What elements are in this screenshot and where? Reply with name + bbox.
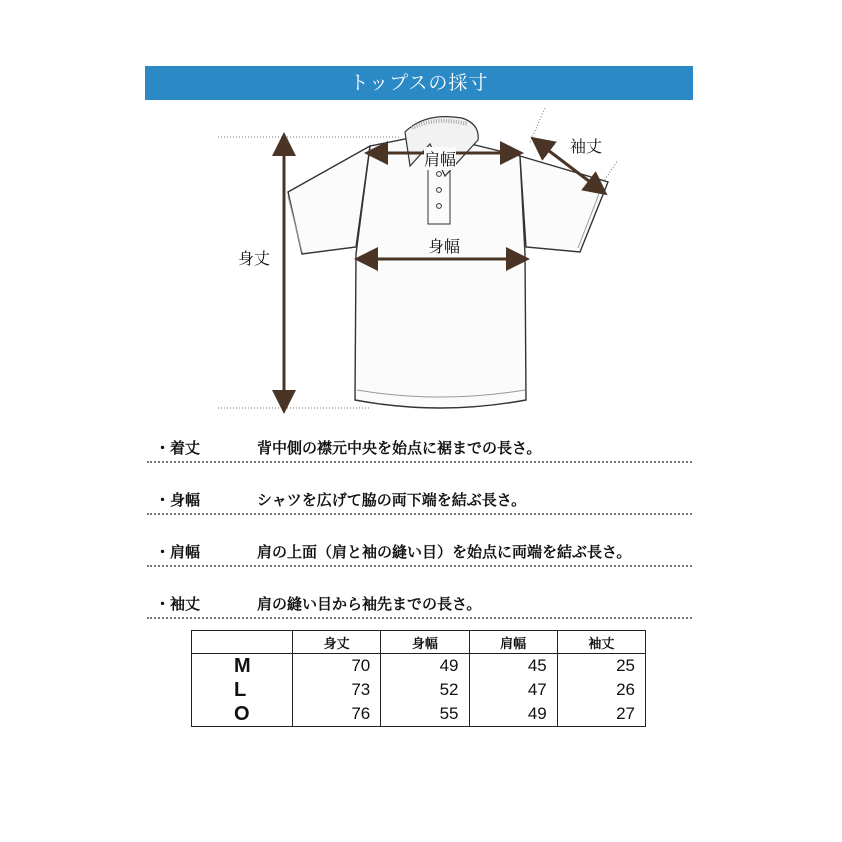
definition-text: 肩の上面（肩と袖の縫い目）を始点に両端を結ぶ長さ。	[257, 543, 632, 561]
left-sleeve	[288, 146, 370, 254]
definition-length	[147, 433, 692, 463]
dotted-divider	[147, 513, 692, 515]
dotted-divider	[147, 565, 692, 567]
definition-chest	[147, 485, 692, 515]
table-header-cell: 身丈	[293, 631, 381, 654]
dotted-divider	[147, 461, 692, 463]
table-cell: 26	[557, 678, 645, 702]
shirt-body	[355, 134, 526, 408]
table-cell: 55	[381, 702, 469, 727]
table-cell: 70	[293, 654, 381, 679]
definition-text: シャツを広げて脇の両下端を結ぶ長さ。	[257, 491, 527, 509]
chest-label: 身幅	[428, 237, 461, 256]
definition-term: ・身幅	[155, 491, 201, 509]
definition-term: ・袖丈	[155, 595, 201, 613]
size-name: L	[192, 678, 293, 702]
definition-term: ・着丈	[155, 439, 201, 457]
table-cell: 52	[381, 678, 469, 702]
definition-shoulder	[147, 537, 692, 567]
table-cell: 49	[469, 702, 557, 727]
definition-term: ・肩幅	[155, 543, 201, 561]
table-header-cell	[192, 631, 293, 654]
table-cell: 49	[381, 654, 469, 679]
size-name: O	[192, 702, 293, 727]
page-title-banner	[145, 66, 693, 100]
size-table	[191, 630, 646, 727]
page-title: トップスの採寸	[349, 72, 489, 94]
length-label: 身丈	[238, 249, 271, 268]
table-cell: 45	[469, 654, 557, 679]
table-header-row	[192, 631, 646, 654]
dotted-divider	[147, 617, 692, 619]
definition-text: 背中側の襟元中央を始点に裾までの長さ。	[257, 439, 542, 457]
size-name: M	[192, 654, 293, 679]
polo-shirt-diagram	[200, 104, 640, 422]
table-cell: 47	[469, 678, 557, 702]
shoulder-label: 肩幅	[424, 147, 456, 170]
table-cell: 27	[557, 702, 645, 727]
table-row	[192, 678, 646, 702]
definition-sleeve	[147, 589, 692, 619]
table-row	[192, 654, 646, 679]
table-header-cell: 袖丈	[557, 631, 645, 654]
table-cell: 25	[557, 654, 645, 679]
definition-text: 肩の縫い目から袖先までの長さ。	[257, 595, 482, 613]
table-header-cell: 肩幅	[469, 631, 557, 654]
table-header-cell: 身幅	[381, 631, 469, 654]
table-cell: 73	[293, 678, 381, 702]
table-cell: 76	[293, 702, 381, 727]
table-row	[192, 702, 646, 727]
sleeve-guide-line-top	[530, 108, 545, 142]
sleeve-label: 袖丈	[570, 137, 603, 156]
